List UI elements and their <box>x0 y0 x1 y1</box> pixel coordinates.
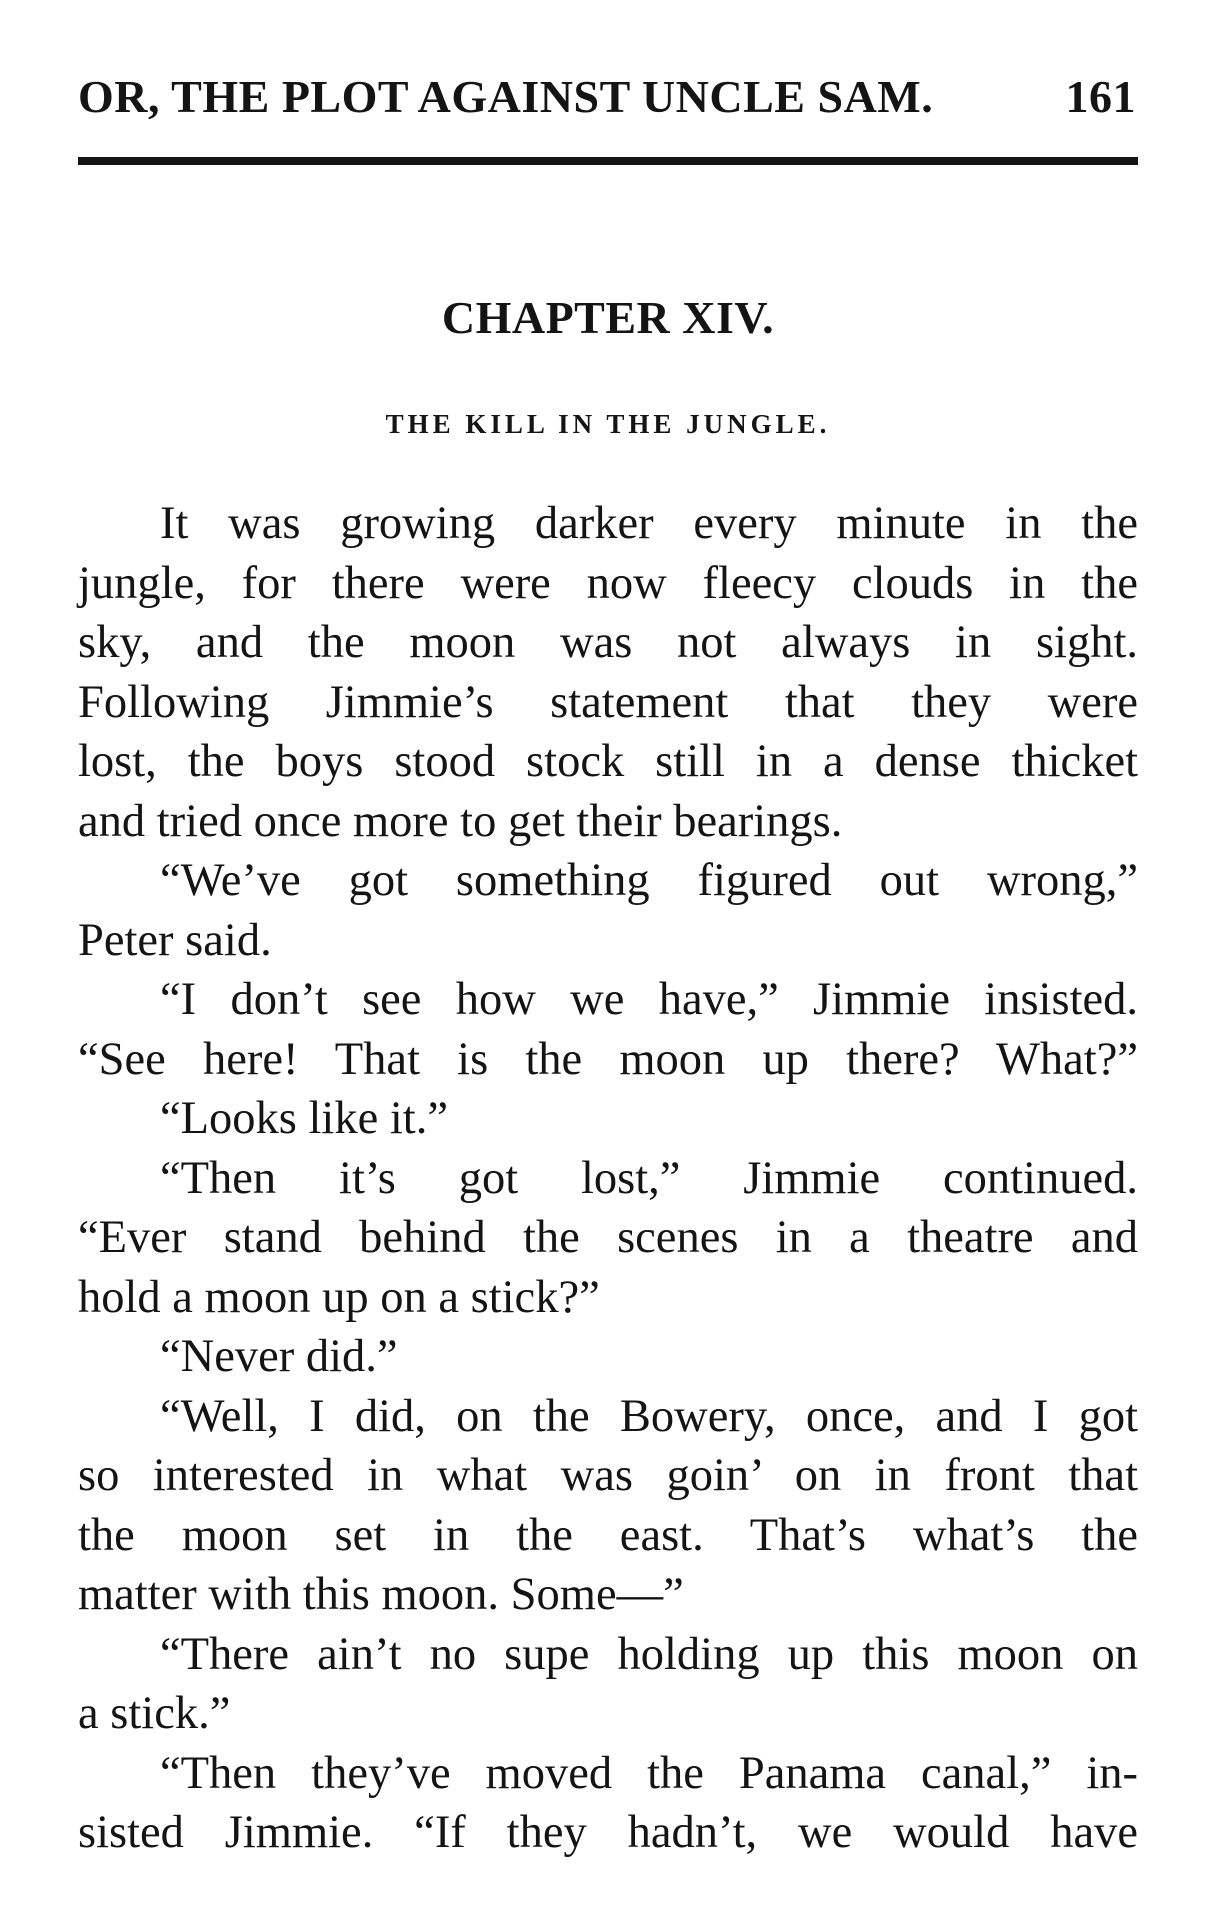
text-line: Peter said. <box>78 914 272 966</box>
text-line: “I don’t see how we have,” Jimmie insisted. <box>160 974 1138 1025</box>
text-line: “Well, I did, on the Bowery, once, and I got <box>160 1390 1138 1442</box>
text-line: “See here! That is the moon up there? What?” <box>78 1033 1138 1085</box>
running-title: OR, THE PLOT AGAINST UNCLE SAM. <box>78 71 934 122</box>
text-line: jungle, for there were now fleecy clouds in the <box>78 557 1138 609</box>
chapter-subtitle: THE KILL IN THE JUNGLE. <box>385 409 831 439</box>
text-line: sky, and the moon was not always in sight. <box>78 617 1138 668</box>
text-line: It was growing darker every minute in the <box>160 498 1138 549</box>
text-line: “We’ve got something figured out wrong,” <box>160 855 1138 906</box>
text-line: lost, the boys stood stock still in a dense thicket <box>78 736 1138 787</box>
running-head <box>78 62 1138 132</box>
chapter-body <box>78 494 1138 1863</box>
chapter-heading: CHAPTER XIV. <box>441 292 775 343</box>
page-number: 161 <box>1065 71 1136 122</box>
text-line: “Never did.” <box>160 1331 398 1382</box>
text-line: “Then it’s got lost,” Jimmie continued. <box>160 1152 1138 1204</box>
text-line: “There ain’t no supe holding up this moon on <box>160 1628 1138 1680</box>
text-line: hold a moon up on a stick?” <box>78 1271 600 1323</box>
text-line: so interested in what was goin’ on in front that <box>78 1450 1138 1501</box>
header-rule <box>78 157 1138 165</box>
text-line: matter with this moon. Some—” <box>78 1569 684 1620</box>
text-line: sisted Jimmie. “If they hadn’t, we would have <box>78 1807 1138 1858</box>
text-line: a stick.” <box>78 1688 231 1739</box>
text-line: the moon set in the east. That’s what’s the <box>78 1509 1138 1561</box>
text-line: “Then they’ve moved the Panama canal,” in- <box>160 1747 1138 1799</box>
text-line: “Ever stand behind the scenes in a theatre and <box>78 1212 1138 1263</box>
text-line: and tried once more to get their bearings. <box>78 795 843 847</box>
text-line: Following Jimmie’s statement that they were <box>78 676 1138 728</box>
text-line: “Looks like it.” <box>160 1093 448 1144</box>
